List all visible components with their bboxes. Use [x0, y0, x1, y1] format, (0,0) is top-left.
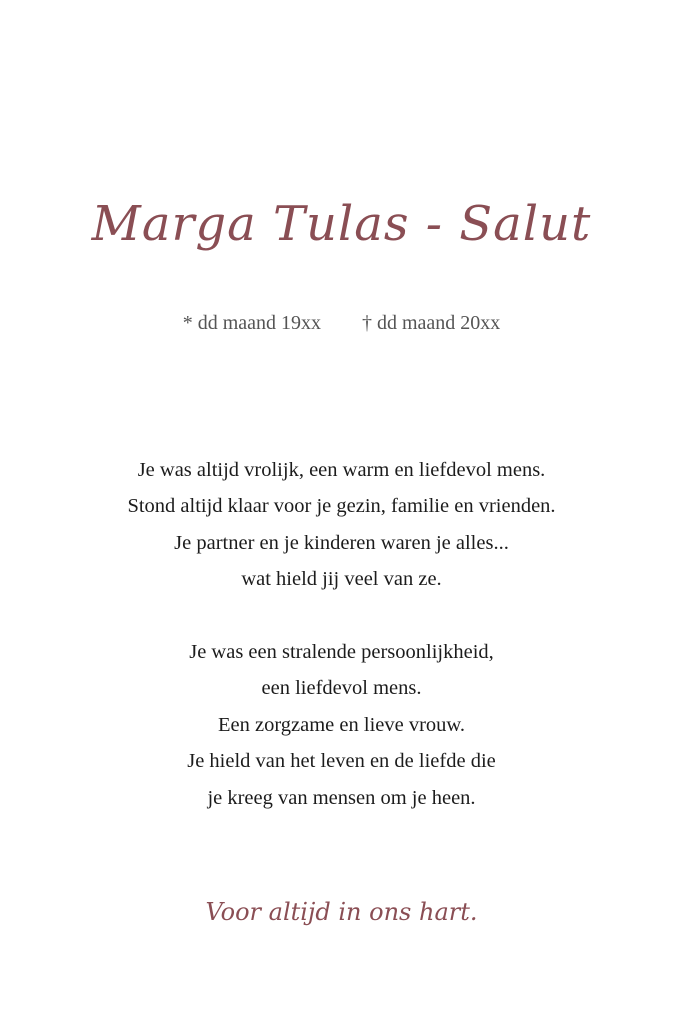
life-dates: [0, 312, 683, 335]
closing-line: Voor altijd in ons hart.: [205, 898, 478, 926]
poem-line: Je was een stralende persoonlijkheid,: [189, 640, 494, 663]
poem-line: je kreeg van mensen om je heen.: [207, 786, 476, 809]
poem-line: Je was altijd vrolijk, een warm en liefdevol mens.: [137, 459, 546, 481]
poem-line: Je hield van het leven en de liefde die: [187, 750, 496, 773]
deceased-name: Marga Tulas - Salut: [91, 196, 592, 252]
birth-date: * dd maand 19xx: [182, 312, 321, 334]
poem-line: wat hield jij veel van ze.: [241, 568, 442, 591]
poem-line: Je partner en je kinderen waren je alles...: [174, 531, 509, 554]
poem: [0, 452, 683, 816]
poem-line: Stond altijd klaar voor je gezin, familie en vrienden.: [127, 495, 556, 518]
stanza-gap: [0, 598, 683, 634]
poem-line: een liefdevol mens.: [261, 677, 422, 700]
poem-line: Een zorgzame en lieve vrouw.: [217, 713, 466, 736]
death-date: † dd maand 20xx: [362, 312, 501, 334]
